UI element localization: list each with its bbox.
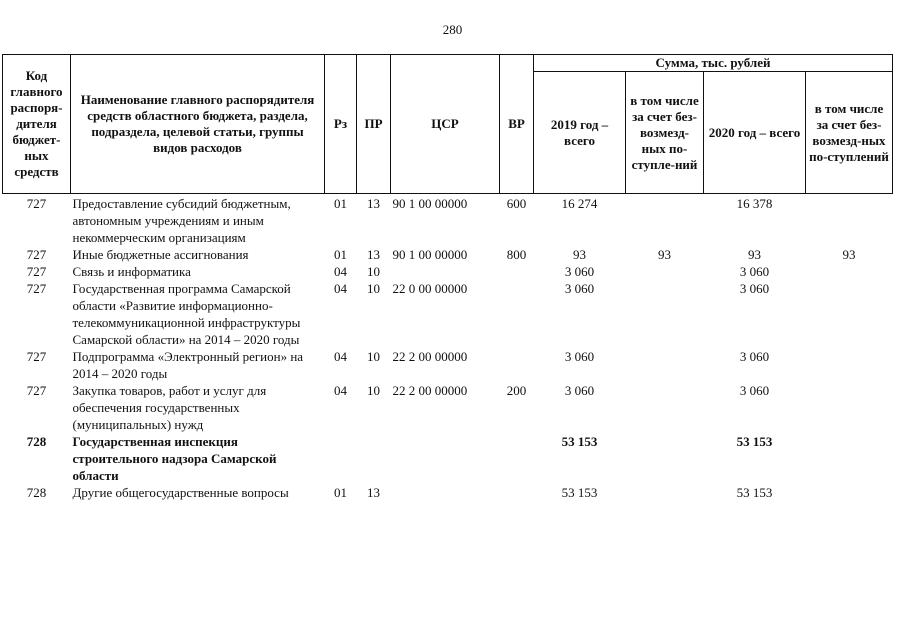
cell-rz: 04: [334, 383, 347, 398]
cell-rz: 04: [334, 349, 347, 364]
cell-vr: 800: [506, 247, 527, 262]
table-row: [3, 348, 893, 382]
page-number: 280: [442, 22, 463, 37]
header-2020-grants: в том числе за счет без-возмезд-ных по-ступлений: [806, 72, 893, 194]
cell-2019-grants: [626, 433, 704, 484]
table-header: [3, 55, 893, 194]
cell-2020-total: 53 153: [736, 485, 773, 500]
cell-rz: 04: [334, 264, 347, 279]
cell-2020-grants: [806, 433, 893, 484]
cell-csr: 22 2 00 00000: [392, 383, 468, 398]
cell-2020-grants: [806, 382, 893, 433]
cell-csr: 90 1 00 00000: [392, 196, 468, 211]
budget-table: [2, 54, 893, 501]
cell-code: 727: [26, 383, 47, 398]
cell-name: Связь и информатика: [72, 264, 191, 279]
cell-pr: 10: [367, 349, 380, 364]
cell-2019-total: 93: [573, 247, 586, 262]
table-row: [3, 194, 893, 247]
header-name: Наименование главного распорядителя средств областного бюджета, раздела, подраздела, целевой статьи, группы видов расходов: [71, 55, 325, 194]
cell-csr: [391, 263, 500, 280]
cell-rz: 01: [334, 196, 347, 211]
cell-name: Подпрограмма «Электронный регион» на 2014 – 2020 годы: [72, 349, 304, 381]
cell-2019-grants: [626, 263, 704, 280]
cell-rz: 04: [334, 281, 347, 296]
cell-2020-total: 3 060: [739, 349, 770, 364]
cell-2020-grants: 93: [842, 247, 856, 262]
cell-2019-grants: [626, 382, 704, 433]
cell-2020-total: 16 378: [736, 196, 773, 211]
cell-code: 728: [26, 485, 47, 500]
cell-2020-grants: [806, 280, 893, 348]
table-row: [3, 263, 893, 280]
cell-csr: [391, 433, 500, 484]
cell-2020-total: 93: [748, 247, 761, 262]
header-sum-group: Сумма, тыс. рублей: [534, 55, 893, 72]
table-row: [3, 280, 893, 348]
cell-2019-total: 3 060: [564, 349, 595, 364]
cell-name: Государственная программа Самарской области «Развитие информационно-телекоммуникационной инфраструктуры Самарской области» на 2014 – 2020 годы: [72, 281, 301, 347]
cell-2019-total: 16 274: [561, 196, 598, 211]
cell-2020-total: 3 060: [739, 264, 770, 279]
table-row: [3, 382, 893, 433]
table-body: [3, 194, 893, 502]
cell-vr: [500, 433, 534, 484]
cell-name: Государственная инспекция строительного надзора Самарской области: [72, 434, 277, 483]
cell-vr: [500, 348, 534, 382]
cell-csr: [391, 484, 500, 501]
header-2019-total: 2019 год – всего: [534, 72, 626, 194]
cell-rz: [325, 433, 357, 484]
header-csr: ЦСР: [391, 55, 500, 194]
table-row: [3, 484, 893, 501]
cell-code: 727: [26, 196, 47, 211]
header-2020-total: 2020 год – всего: [704, 72, 806, 194]
cell-csr: 22 0 00 00000: [392, 281, 468, 296]
cell-2020-grants: [806, 194, 893, 247]
cell-pr: 13: [367, 247, 380, 262]
cell-csr: 90 1 00 00000: [392, 247, 468, 262]
cell-vr: 200: [506, 383, 527, 398]
cell-vr: [500, 280, 534, 348]
cell-2020-total: 3 060: [739, 281, 770, 296]
cell-pr: [357, 433, 391, 484]
cell-2019-grants: [626, 280, 704, 348]
cell-vr: [500, 263, 534, 280]
cell-pr: 10: [367, 264, 380, 279]
cell-code: 728: [26, 434, 47, 449]
cell-pr: 10: [367, 383, 380, 398]
cell-name: Предоставление субсидий бюджетным, автономным учреждениям и иным некоммерческим организациям: [72, 196, 291, 245]
cell-2020-grants: [806, 348, 893, 382]
cell-2020-total: 53 153: [736, 434, 773, 449]
table-row: [3, 433, 893, 484]
cell-pr: 13: [367, 196, 380, 211]
cell-code: 727: [26, 264, 47, 279]
header-2019-grants: в том числе за счет без-возмезд-ных по-ступле-ний: [626, 72, 704, 194]
cell-code: 727: [26, 247, 47, 262]
cell-2019-total: 3 060: [564, 264, 595, 279]
cell-2019-total: 53 153: [561, 485, 598, 500]
cell-2019-grants: 93: [658, 247, 671, 262]
table-row: [3, 246, 893, 263]
header-vr: ВР: [500, 55, 534, 194]
cell-rz: 01: [334, 485, 347, 500]
cell-2020-total: 3 060: [739, 383, 770, 398]
cell-2019-total: 3 060: [564, 281, 595, 296]
header-code: Код главного распоря-дителя бюджет-ных средств: [3, 55, 71, 194]
cell-pr: 13: [367, 485, 380, 500]
cell-name: Иные бюджетные ассигнования: [72, 247, 249, 262]
cell-rz: 01: [334, 247, 347, 262]
cell-name: Закупка товаров, работ и услуг для обеспечения государственных (муниципальных) нужд: [72, 383, 267, 432]
cell-code: 727: [26, 281, 47, 296]
cell-pr: 10: [367, 281, 380, 296]
cell-vr: 600: [506, 196, 527, 211]
header-pr: ПР: [357, 55, 391, 194]
cell-2019-total: 53 153: [561, 434, 598, 449]
cell-2019-total: 3 060: [564, 383, 595, 398]
cell-vr: [500, 484, 534, 501]
cell-name: Другие общегосударственные вопросы: [72, 485, 289, 500]
header-rz: Рз: [325, 55, 357, 194]
cell-2020-grants: [806, 263, 893, 280]
cell-2019-grants: [626, 194, 704, 247]
cell-csr: 22 2 00 00000: [392, 349, 468, 364]
cell-2019-grants: [626, 484, 704, 501]
cell-2019-grants: [626, 348, 704, 382]
cell-2020-grants: [806, 484, 893, 501]
cell-code: 727: [26, 349, 47, 364]
